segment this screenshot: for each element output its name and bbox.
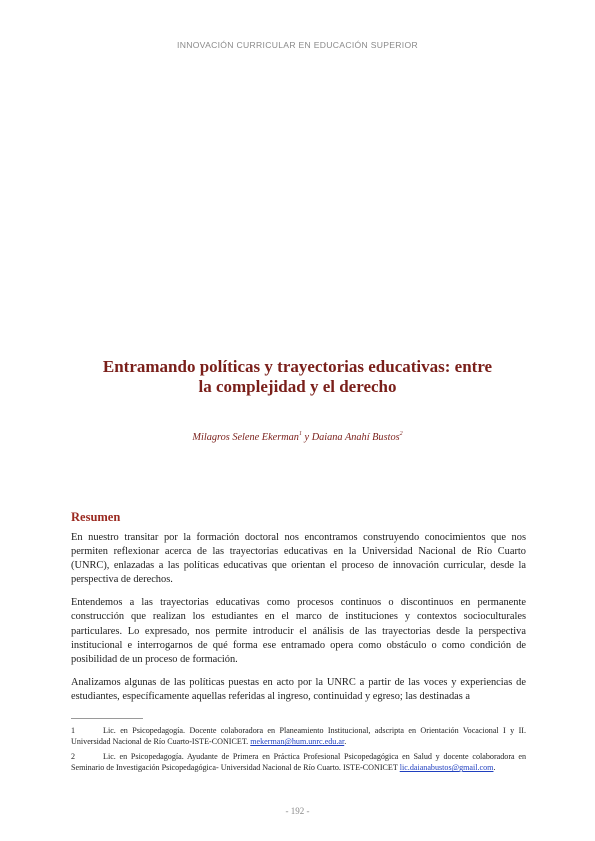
abstract-body [71, 531, 526, 713]
footnote-ref-2[interactable]: 2 [399, 431, 403, 437]
footnote-number-2: 2 [71, 751, 76, 761]
abstract-paragraph-2: Entendemos a las trayectorias educativas como procesos continuos o discontinuos en permanente construcción que realizan los estudiantes en el marco de instituciones y contextos socioculturales particulares. Lo expresado, nos permite introducir el análisis de las trayectorias desde la perspectiva institucional e interrogarnos de qué forma ese entramado opera como obstáculo o como condición de posibilidad de un proceso de formación. [71, 597, 526, 665]
footnote-1 [71, 725, 526, 748]
title-line-1: Entramando políticas y trayectorias educativas: entre [102, 357, 493, 376]
section-heading-resumen: Resumen [71, 510, 121, 524]
author-1: Milagros Selene Ekerman [192, 432, 299, 443]
footnote-ref-1[interactable]: 1 [298, 431, 302, 437]
footnote-divider [71, 718, 143, 719]
footnote-text-1: Lic. en Psicopedagogía. Docente colaboradora en Planeamiento Institucional, adscripta en Orientación Vocacional I y II. Universidad Nacional de Río Cuarto-ISTE-CONICET. [71, 726, 526, 747]
author-line [60, 432, 535, 443]
email-link-2[interactable]: lic.daianabustos@gmail.com [399, 763, 494, 773]
footnote-text-2: Lic. en Psicopedagogía. Ayudante de Primera en Práctica Profesional Psicopedagógica en Salud y docente colaboradora en Seminario de Investigación Psicopedagógica- Universidad Nacional de Río Cuarto. ISTE-CONICET [71, 751, 526, 773]
author-connector: y [301, 432, 312, 443]
author-2: Daiana Anahí Bustos [311, 432, 400, 443]
footnote-number-1: 1 [71, 726, 76, 735]
title-line-2: la complejidad y el derecho [198, 377, 397, 396]
article-title [60, 357, 535, 397]
footnote-2 [71, 751, 526, 774]
abstract-paragraph-3: Analizamos algunas de las políticas puestas en acto por la UNRC a partir de las voces y experiencias de estudiantes, específicamente aquellas referidas al ingreso, continuidad y egreso; las destinadas a [71, 676, 526, 702]
email-link-1[interactable]: mekerman@hum.unrc.edu.ar [250, 737, 345, 747]
page-number: - 192 - [285, 806, 310, 816]
footnote-end-2: . [493, 763, 496, 773]
running-header: INNOVACIÓN CURRICULAR EN EDUCACIÓN SUPERIOR [177, 40, 418, 50]
footnote-end-1: . [344, 737, 347, 747]
abstract-paragraph-1: En nuestro transitar por la formación doctoral nos encontramos construyendo conocimientos que nos permiten reflexionar acerca de las trayectorias educativas en la Universidad Nacional de Río Cuarto (UNRC), enlazadas a las políticas educativas que orientan el proceso de innovación curricular, desde la perspectiva de derechos. [71, 532, 526, 586]
footnotes [71, 725, 526, 777]
